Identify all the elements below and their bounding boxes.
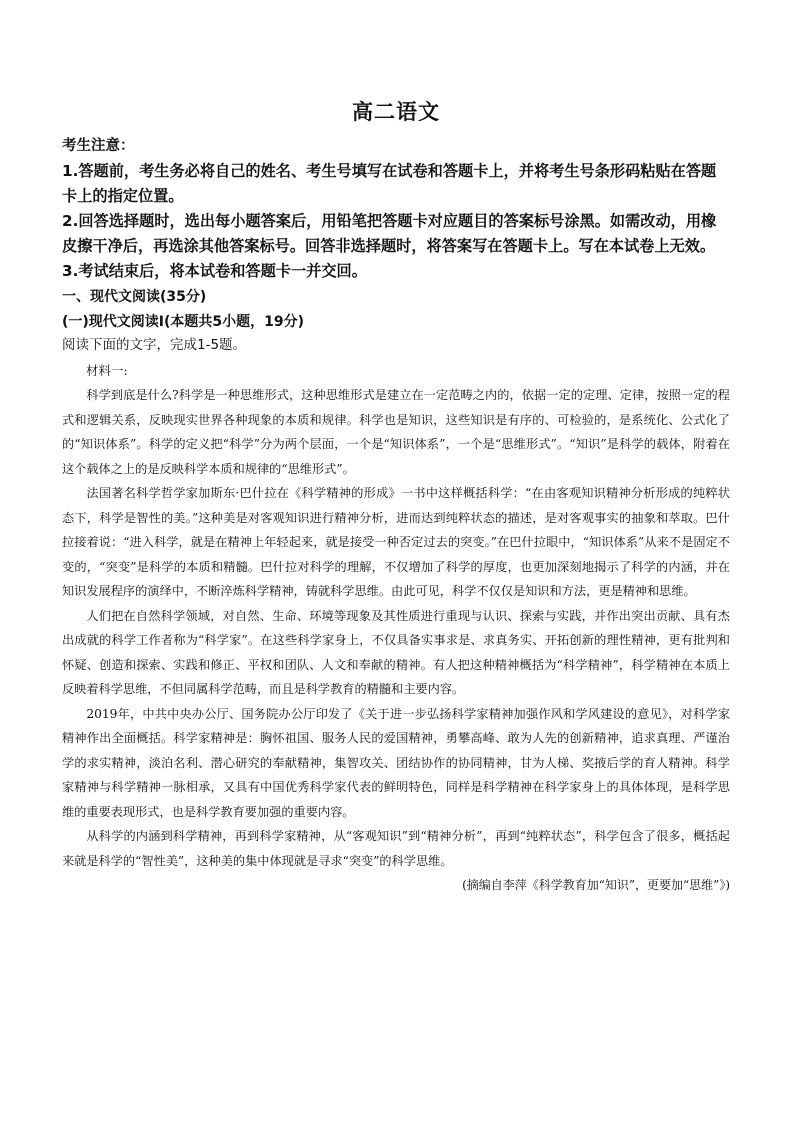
article-paragraph-5: 从科学的内涵到科学精神，再到科学家精神，从“客观知识”到“精神分析”，再到“纯粹状态”，科学包含了很多，概括起来就是科学的“智性美”，这种美的集中体现就是寻求“突变”的科学思维。 (62, 829, 730, 868)
material-label: 材料一: (86, 363, 128, 378)
section-heading: 一、现代文阅读(35分) (62, 289, 207, 305)
article-paragraph-1: 科学到底是什么?科学是一种思维形式，这种思维形式是建立在一定范畴之内的，依据一定的定理、定律，按照一定的程式和逻辑关系，反映现实世界各种现象的本质和规律。科学也是知识，这些知识是有序的、可检验的，是系统化、公式化了的“知识体系”。科学的定义把“科学”分为两个层面，一个是“知识体系”，一个是“思维形式”。“知识”是科学的载体，附着在这个载体之上的是反映科学本质和规律的“思维形式”。 (62, 388, 730, 476)
notice-heading: 考生注意： (62, 138, 135, 154)
reading-section (62, 286, 730, 897)
notice-item-1: 1.答题前，考生务必将自己的姓名、考生号填写在试卷和答题卡上，并将考生号条形码粘贴在答题卡上的指定位置。 (62, 162, 717, 205)
page-title: 高二语文 (352, 99, 440, 124)
notice-item-3: 3.考试结束后，将本试卷和答题卡一并交回。 (62, 262, 367, 280)
article-paragraph-4: 2019年，中共中央办公厅、国务院办公厅印发了《关于进一步弘扬科学家精神加强作风和学风建设的意见》，对科学家精神作出全面概括。科学家精神是：胸怀祖国、服务人民的爱国精神，勇攀高峰、敢为人先的创新精神，追求真理、严谨治学的求实精神，淡泊名利、潜心研究的奉献精神，集智攻关、团结协作的协同精神，甘为人梯、奖掖后学的育人精神。科学家精神与科学精神一脉相承，又具有中国优秀科学家代表的鲜明特色，同样是科学精神在科学家身上的具体体现，是科学思维的重要表现形式，也是科学教育要加强的重要内容。 (62, 706, 730, 819)
notice-item-2: 2.回答选择题时，选出每小题答案后，用铅笔把答题卡对应题目的答案标号涂黑。如需改动，用橡皮擦干净后，再选涂其他答案标号。回答非选择题时，将答案写在答题卡上。写在本试卷上无效。 (62, 212, 717, 255)
notice-block (62, 134, 730, 284)
subsection-heading: (一)现代文阅读Ⅰ(本题共5小题，19分) (62, 314, 305, 330)
reading-instruction: 阅读下面的文字，完成1-5题。 (62, 337, 247, 353)
article-paragraph-3: 人们把在自然科学领域，对自然、生命、环境等现象及其性质进行重现与认识、探索与实践，并作出突出贡献、具有杰出成就的科学工作者称为“科学家”。在这些科学家身上，不仅具备实事求是、求真务实、开拓创新的理性精神，更有批判和怀疑、创造和探索、实践和修正、平权和团队、人文和奉献的精神。有人把这种精神概括为“科学精神”，科学精神在本质上反映着科学思维，不但同属科学范畴，而且是科学教育的精髓和主要内容。 (62, 608, 730, 696)
exam-page (62, 96, 730, 897)
article-paragraph-2: 法国著名科学哲学家加斯东·巴什拉在《科学精神的形成》一书中这样概括科学：“在由客观知识精神分析形成的纯粹状态下，科学是智性的美。”这种美是对客观知识进行精神分析，进而达到纯粹状态的描述，是对客观事实的抽象和萃取。巴什拉接着说：“进入科学，就是在精神上年轻起来，就是接受一种否定过去的突变。”在巴什拉眼中，“知识体系”从来不是固定不变的，“突变”是科学的本质和精髓。巴什拉对科学的理解，不仅增加了科学的厚度，也更加深刻地揭示了科学的内涵，并在知识发展程序的演绎中，不断淬炼科学精神，铸就科学思维。由此可见，科学不仅仅是知识和方法，更是精神和思维。 (62, 486, 730, 598)
article-source: (摘编自李萍《科学教育加“知识”，更要加“思维”》) (462, 878, 730, 892)
